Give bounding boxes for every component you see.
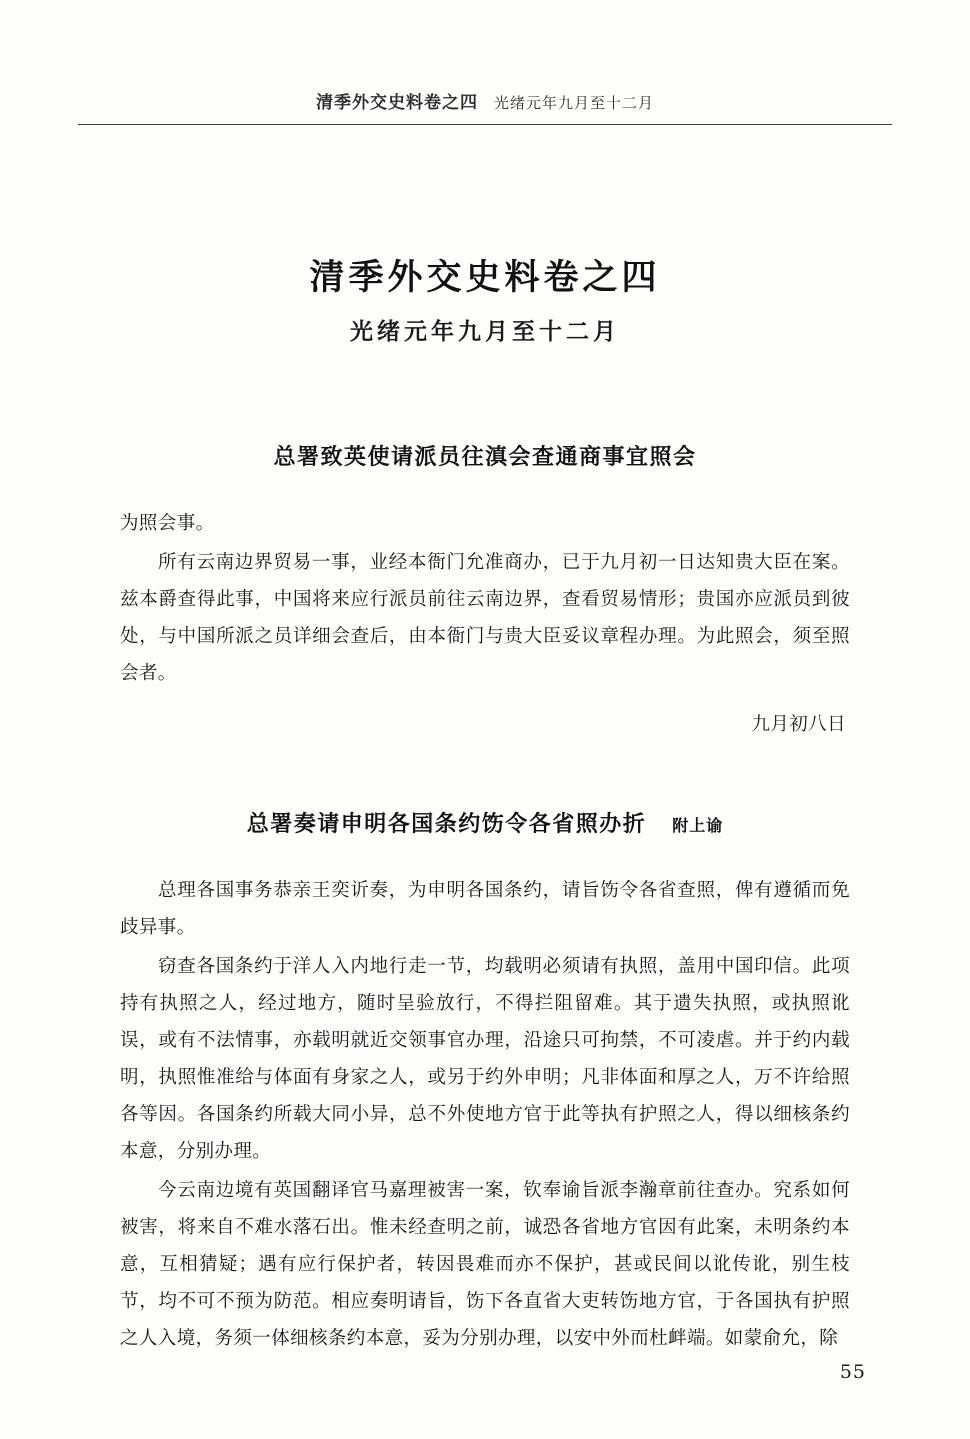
chapter-subtitle: 光绪元年九月至十二月 (350, 318, 620, 345)
document-1-paragraph-1: 为照会事。 (120, 513, 215, 534)
document-heading-1 (120, 440, 850, 471)
page-number: 55 (839, 1361, 866, 1383)
document-1-paragraph-2: 所有云南边界贸易一事，业经本衙门允准商办，已于九月初一日达知贵大臣在案。兹本爵查得此事，中国将来应行派员前往云南边界，查看贸易情形；贵国亦应派员到彼处，与中国所派之员详细会查后，由本衙门与贵大臣妥议章程办理。为此照会，须至照会者。 (120, 552, 850, 684)
running-head-subtitle: 光绪元年九月至十二月 (493, 94, 654, 112)
document-heading-2 (120, 807, 850, 838)
document-2-paragraph-2: 窃查各国条约于洋人入内地行走一节，均载明必须请有执照，盖用中国印信。此项持有执照之人，经过地方，随时呈验放行，不得拦阻留难。其于遗失执照，或执照讹误，或有不法情事，亦载明就近交领事官办理，沿途只可拘禁，不可凌虐。并于约内载明，执照惟准给与体面有身家之人，或另于约外申明；凡非体面和厚之人，万不许给照各等因。各国条约所载大同小异，总不外使地方官于此等执有护照之人，得以细核条约本意，分别办理。 (120, 956, 850, 1162)
chapter-title: 清季外交史料卷之四 (309, 257, 661, 298)
running-head (0, 88, 970, 113)
document-heading-1-text: 总署致英使请派员往滇会查通商事宜照会 (273, 444, 697, 470)
document-2-paragraph-1: 总理各国事务恭亲王奕䜣奏，为申明各国条约，请旨饬令各省查照，俾有遵循而免歧异事。 (120, 880, 850, 938)
header-divider (78, 124, 892, 125)
body-column (120, 440, 850, 1359)
document-2-paragraph-3: 今云南边境有英国翻译官马嘉理被害一案，钦奉谕旨派李瀚章前往查办。究系如何被害，将来自不难水落石出。惟未经查明之前，诚恐各省地方官因有此案，未明条约本意，互相猜疑；遇有应行保护者，转因畏难而亦不保护，甚或民间以讹传讹，别生枝节，均不可不预为防范。相应奏明请旨，饬下各直省大吏转饬地方官，于各国执有护照之人入境，务须一体细核条约本意，妥为分别办理，以安中外而杜衅端。如蒙俞允，除 (120, 1180, 850, 1349)
running-head-title: 清季外交史料卷之四 (315, 93, 478, 113)
document-heading-2-text: 总署奏请申明各国条约饬令各省照办折 (246, 811, 647, 837)
document-1-date: 九月初八日 (751, 714, 846, 735)
section-spacer (120, 743, 850, 807)
document-heading-2-note: 附上谕 (672, 816, 724, 835)
